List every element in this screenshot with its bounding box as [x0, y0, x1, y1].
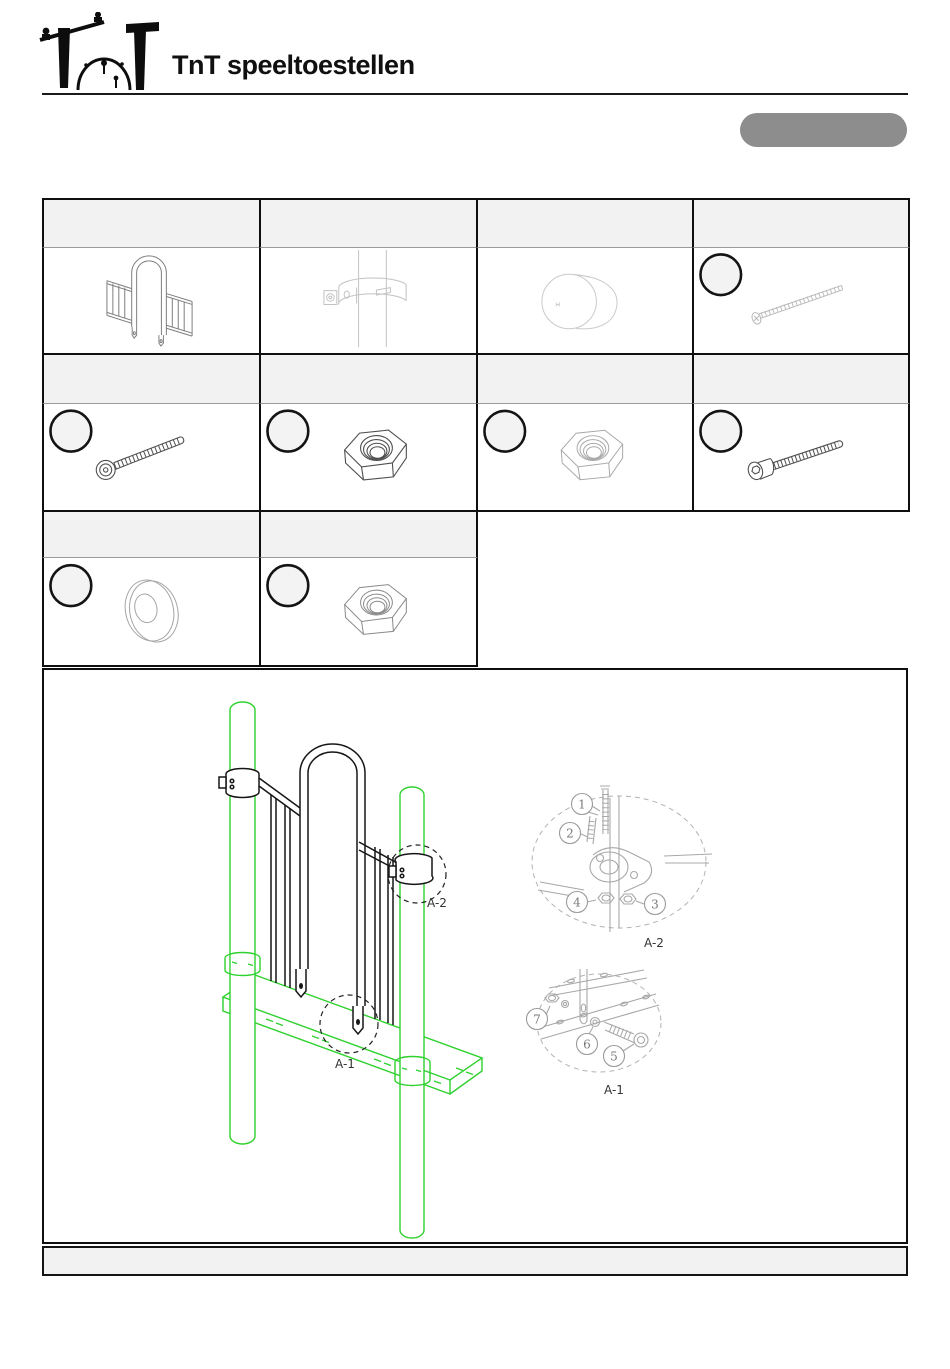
hex-nut-drawing [261, 558, 476, 663]
parts-table [42, 198, 912, 668]
pipe-clamp-drawing [261, 248, 476, 351]
torx-pan-head-screw-drawing [44, 404, 259, 508]
part-cell [692, 404, 910, 512]
table-header-cell [692, 198, 910, 248]
item-number-badge [267, 411, 308, 452]
item-number-badge [700, 411, 741, 452]
assembly-drawing [44, 670, 906, 1242]
flat-head-bolt-long-drawing [694, 248, 908, 351]
hex-nut-drawing [478, 404, 692, 508]
part-cell [476, 404, 694, 512]
footer-bar [42, 1246, 908, 1276]
item-number-badge [50, 411, 91, 452]
table-header-cell [259, 198, 478, 248]
item-number-badge [267, 565, 308, 606]
table-header-cell [42, 510, 261, 558]
part-cell [259, 248, 478, 355]
table-header-cell [476, 198, 694, 248]
page-title: TnT speeltoestellen [172, 50, 415, 80]
svg-text:5: 5 [610, 1049, 618, 1064]
table-header-cell [42, 353, 261, 404]
hex-nut-drawing [261, 404, 476, 508]
detail-a2-caption: A-2 [644, 936, 664, 950]
tnt-logo [38, 12, 160, 94]
part-cell [259, 404, 478, 512]
svg-text:1: 1 [578, 797, 586, 812]
detail-view-a2 [532, 786, 712, 950]
table-header-cell [42, 198, 261, 248]
table-header-cell [476, 353, 694, 404]
detail-label-a2: A-2 [427, 896, 447, 910]
item-number-badge [50, 565, 91, 606]
detail-label-a1: A-1 [335, 1057, 355, 1071]
detail-a1-caption: A-1 [604, 1083, 624, 1097]
round-cap-drawing [478, 248, 692, 351]
detail-circle-a1 [320, 995, 378, 1053]
svg-text:4: 4 [573, 895, 581, 910]
svg-text:7: 7 [533, 1012, 541, 1027]
svg-text:3: 3 [651, 897, 659, 912]
assembly-diagram-box [42, 668, 908, 1244]
blank-label-pill [740, 113, 907, 147]
svg-text:2: 2 [566, 826, 574, 841]
part-cell [692, 248, 910, 355]
svg-text:6: 6 [583, 1037, 591, 1052]
table-header-cell [692, 353, 910, 404]
part-cell [42, 558, 261, 667]
washer-drawing [44, 558, 259, 663]
part-cell [476, 248, 694, 355]
table-header-cell [259, 510, 478, 558]
table-header-cell [259, 353, 478, 404]
gate-railing-drawing [44, 248, 259, 351]
platform-drawing [223, 975, 482, 1094]
header-divider [42, 93, 908, 95]
part-cell [259, 558, 478, 667]
socket-head-bolt-drawing [694, 404, 908, 508]
part-cell [42, 404, 261, 512]
detail-view-a1 [527, 969, 662, 1097]
item-number-badge [484, 411, 525, 452]
item-number-badge [700, 254, 741, 295]
part-cell [42, 248, 261, 355]
